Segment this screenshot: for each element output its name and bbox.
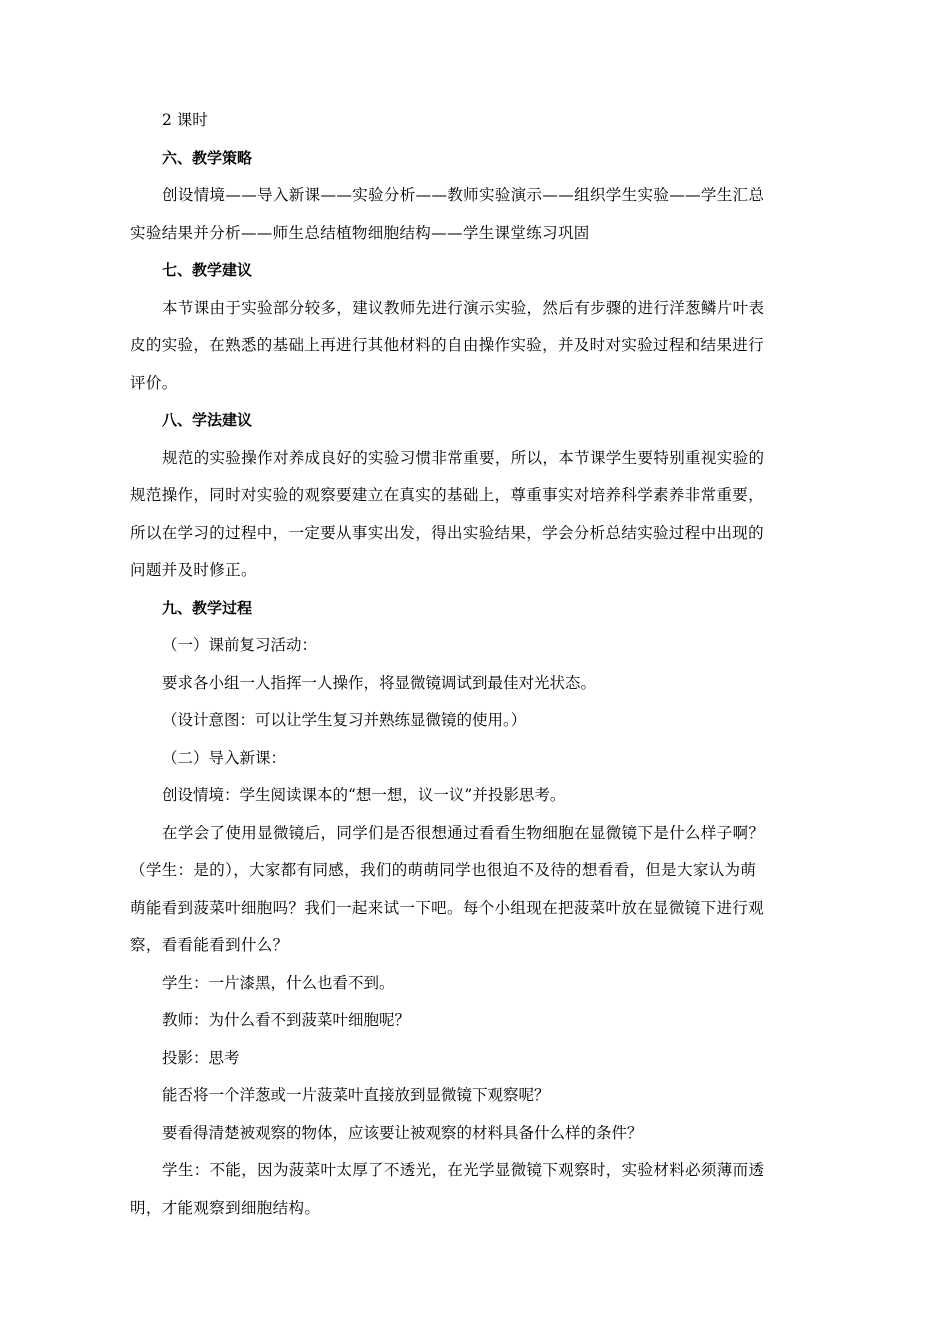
class-hours: 2 课时 xyxy=(162,111,208,129)
section-heading-process: 九、教学过程 xyxy=(162,598,253,617)
paragraph-line: （学生：是的），大家都有同感，我们的萌萌同学也很迫不及待的想看看，但是大家认为萌 xyxy=(130,861,757,879)
paragraph-line: 规范的实验操作对养成良好的实验习惯非常重要，所以，本节课学生要特别重视实验的 xyxy=(162,448,765,467)
teacher-question: 教师：为什么看不到菠菜叶细胞呢？ xyxy=(162,1011,411,1029)
paragraph-line: 在学会了使用显微镜后，同学们是否很想通过看看生物细胞在显微镜下是什么样子啊？ xyxy=(162,823,765,842)
intro-text: 创设情境：学生阅读课本的“想一想，议一议”并投影思考。 xyxy=(162,786,566,804)
study-method-paragraph xyxy=(130,444,810,594)
suggestion-paragraph xyxy=(130,294,810,407)
paragraph-line: 所以在学习的过程中，一定要从事实出发，得出实验结果，学会分析总结实验过程中出现的 xyxy=(130,523,765,542)
projection-label: 投影：思考 xyxy=(162,1048,240,1067)
paragraph-line: 实验结果并分析——师生总结植物细胞结构——学生课堂练习巩固 xyxy=(130,223,590,242)
section-heading-strategy: 六、教学策略 xyxy=(162,148,253,167)
review-text: 要求各小组一人指挥一人操作，将显微镜调试到最佳对光状态。 xyxy=(162,673,597,692)
paragraph-line: 规范操作，同时对实验的观察要建立在真实的基础上，尊重事实对培养科学素养非常重要， xyxy=(130,486,765,504)
paragraph-line: 创设情境——导入新课——实验分析——教师实验演示——组织学生实验——学生汇总 xyxy=(162,186,765,204)
strategy-paragraph xyxy=(130,181,810,256)
answer-paragraph xyxy=(130,1156,810,1231)
paragraph-line: 皮的实验，在熟悉的基础上再进行其他材料的自由操作实验，并及时对实验过程和结果进行 xyxy=(130,336,765,354)
intro-title: （二）导入新课： xyxy=(162,748,287,767)
review-title: （一）课前复习活动： xyxy=(162,636,318,654)
section-heading-suggestion: 七、教学建议 xyxy=(162,261,253,279)
section-heading-study-method: 八、学法建议 xyxy=(162,411,253,429)
document-body xyxy=(130,106,810,1231)
paragraph-line: 萌能看到菠菜叶细胞吗？我们一起来试一下吧。每个小组现在把菠菜叶放在显微镜下进行观 xyxy=(130,898,765,917)
paragraph-line: 问题并及时修正。 xyxy=(130,561,257,579)
student-reply: 学生：一片漆黑，什么也看不到。 xyxy=(162,973,395,992)
paragraph-line: 察，看看能看到什么？ xyxy=(130,936,289,954)
question-two: 要看得清楚被观察的物体，应该要让被观察的材料具备什么样的条件？ xyxy=(162,1123,643,1142)
paragraph-line: 评价。 xyxy=(130,373,178,392)
review-intent: （设计意图：可以让学生复习并熟练显微镜的使用。） xyxy=(162,711,527,729)
question-one: 能否将一个洋葱或一片菠菜叶直接放到显微镜下观察呢？ xyxy=(162,1086,550,1104)
paragraph-line: 明，才能观察到细胞结构。 xyxy=(130,1198,321,1217)
dialogue-paragraph xyxy=(130,819,810,969)
paragraph-line: 本节课由于实验部分较多，建议教师先进行演示实验，然后有步骤的进行洋葱鳞片叶表 xyxy=(162,298,765,317)
paragraph-line: 学生：不能，因为菠菜叶太厚了不透光，在光学显微镜下观察时，实验材料必须薄而透 xyxy=(162,1161,765,1179)
